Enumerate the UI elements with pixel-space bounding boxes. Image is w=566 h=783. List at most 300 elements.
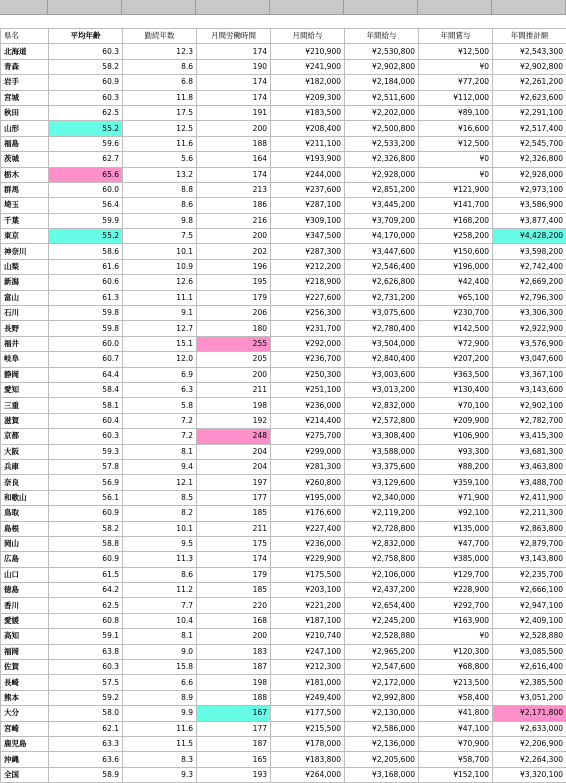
value-cell[interactable]: ¥2,928,000 xyxy=(493,167,566,182)
value-cell[interactable]: 62.1 xyxy=(49,721,123,736)
prefecture-cell[interactable]: 岐阜 xyxy=(1,352,49,367)
value-cell[interactable]: ¥16,600 xyxy=(419,121,493,136)
value-cell[interactable]: ¥183,500 xyxy=(271,105,345,120)
value-cell[interactable]: 56.9 xyxy=(49,475,123,490)
value-cell[interactable]: ¥2,902,100 xyxy=(493,398,566,413)
value-cell[interactable]: ¥183,800 xyxy=(271,752,345,767)
value-cell[interactable]: 174 xyxy=(197,552,271,567)
value-cell[interactable]: ¥168,200 xyxy=(419,213,493,228)
prefecture-cell[interactable]: 宮城 xyxy=(1,90,49,105)
value-cell[interactable]: ¥182,000 xyxy=(271,75,345,90)
value-cell[interactable]: ¥241,900 xyxy=(271,59,345,74)
prefecture-cell[interactable]: 京都 xyxy=(1,429,49,444)
value-cell[interactable]: ¥363,500 xyxy=(419,367,493,382)
value-cell[interactable]: ¥3,463,800 xyxy=(493,459,566,474)
value-cell[interactable]: 191 xyxy=(197,105,271,120)
prefecture-cell[interactable]: 滋賀 xyxy=(1,413,49,428)
value-cell[interactable]: ¥58,700 xyxy=(419,752,493,767)
value-cell[interactable]: ¥3,598,200 xyxy=(493,244,566,259)
value-cell[interactable]: 61.6 xyxy=(49,259,123,274)
prefecture-cell[interactable]: 青森 xyxy=(1,59,49,74)
value-cell[interactable]: ¥2,832,000 xyxy=(345,536,419,551)
header-cell[interactable]: 年間賞与 xyxy=(419,29,493,44)
value-cell[interactable]: 198 xyxy=(197,398,271,413)
value-cell[interactable]: ¥12,500 xyxy=(419,44,493,59)
value-cell[interactable]: ¥130,400 xyxy=(419,382,493,397)
value-cell[interactable]: 58.6 xyxy=(49,244,123,259)
value-cell[interactable]: 60.0 xyxy=(49,336,123,351)
value-cell[interactable]: 60.6 xyxy=(49,275,123,290)
value-cell[interactable]: ¥141,700 xyxy=(419,198,493,213)
value-cell[interactable]: 179 xyxy=(197,567,271,582)
value-cell[interactable]: 59.8 xyxy=(49,306,123,321)
value-cell[interactable]: ¥195,000 xyxy=(271,490,345,505)
value-cell[interactable]: 216 xyxy=(197,213,271,228)
value-cell[interactable]: 11.3 xyxy=(123,552,197,567)
value-cell[interactable]: ¥150,600 xyxy=(419,244,493,259)
value-cell[interactable]: 213 xyxy=(197,182,271,197)
value-cell[interactable]: 200 xyxy=(197,629,271,644)
value-cell[interactable]: ¥65,100 xyxy=(419,290,493,305)
value-cell[interactable]: 10.1 xyxy=(123,244,197,259)
prefecture-cell[interactable]: 北海道 xyxy=(1,44,49,59)
value-cell[interactable]: 6.8 xyxy=(123,75,197,90)
value-cell[interactable]: 12.3 xyxy=(123,44,197,59)
prefecture-cell[interactable]: 高知 xyxy=(1,629,49,644)
value-cell[interactable]: ¥4,170,000 xyxy=(345,229,419,244)
value-cell[interactable]: ¥347,500 xyxy=(271,229,345,244)
value-cell[interactable]: 12.7 xyxy=(123,321,197,336)
value-cell[interactable]: 60.9 xyxy=(49,506,123,521)
prefecture-cell[interactable]: 大分 xyxy=(1,706,49,721)
value-cell[interactable]: 9.5 xyxy=(123,536,197,551)
header-cell[interactable]: 勤続年数 xyxy=(123,29,197,44)
value-cell[interactable]: ¥3,308,400 xyxy=(345,429,419,444)
value-cell[interactable]: ¥2,437,200 xyxy=(345,583,419,598)
value-cell[interactable]: ¥2,326,800 xyxy=(493,152,566,167)
value-cell[interactable]: ¥3,375,600 xyxy=(345,459,419,474)
value-cell[interactable]: ¥2,840,400 xyxy=(345,352,419,367)
value-cell[interactable]: ¥359,100 xyxy=(419,475,493,490)
value-cell[interactable]: 193 xyxy=(197,767,271,782)
value-cell[interactable]: ¥0 xyxy=(419,59,493,74)
prefecture-cell[interactable]: 千葉 xyxy=(1,213,49,228)
prefecture-cell[interactable]: 茨城 xyxy=(1,152,49,167)
value-cell[interactable]: ¥2,171,800 xyxy=(493,706,566,721)
value-cell[interactable]: ¥163,900 xyxy=(419,613,493,628)
value-cell[interactable]: 6.3 xyxy=(123,382,197,397)
prefecture-cell[interactable]: 鹿児島 xyxy=(1,736,49,751)
value-cell[interactable]: 59.6 xyxy=(49,136,123,151)
value-cell[interactable]: 15.1 xyxy=(123,336,197,351)
value-cell[interactable]: 60.3 xyxy=(49,429,123,444)
value-cell[interactable]: ¥152,100 xyxy=(419,767,493,782)
value-cell[interactable]: ¥3,085,500 xyxy=(493,644,566,659)
value-cell[interactable]: 204 xyxy=(197,459,271,474)
value-cell[interactable]: ¥70,900 xyxy=(419,736,493,751)
value-cell[interactable]: ¥3,504,000 xyxy=(345,336,419,351)
header-cell[interactable]: 県名 xyxy=(1,29,49,44)
value-cell[interactable]: ¥120,300 xyxy=(419,644,493,659)
prefecture-cell[interactable]: 奈良 xyxy=(1,475,49,490)
prefecture-cell[interactable]: 静岡 xyxy=(1,367,49,382)
value-cell[interactable]: ¥2,796,300 xyxy=(493,290,566,305)
value-cell[interactable]: ¥236,000 xyxy=(271,536,345,551)
value-cell[interactable]: ¥209,900 xyxy=(419,413,493,428)
value-cell[interactable]: ¥196,000 xyxy=(419,259,493,274)
header-cell[interactable]: 年間給与 xyxy=(345,29,419,44)
value-cell[interactable]: 11.5 xyxy=(123,736,197,751)
value-cell[interactable]: ¥2,832,000 xyxy=(345,398,419,413)
prefecture-cell[interactable]: 佐賀 xyxy=(1,660,49,675)
value-cell[interactable]: 57.5 xyxy=(49,675,123,690)
value-cell[interactable]: 59.2 xyxy=(49,690,123,705)
value-cell[interactable]: ¥3,681,300 xyxy=(493,444,566,459)
value-cell[interactable]: 183 xyxy=(197,644,271,659)
value-cell[interactable]: ¥2,965,200 xyxy=(345,644,419,659)
value-cell[interactable]: 8.6 xyxy=(123,567,197,582)
value-cell[interactable]: ¥2,973,100 xyxy=(493,182,566,197)
value-cell[interactable]: ¥129,700 xyxy=(419,567,493,582)
value-cell[interactable]: 167 xyxy=(197,706,271,721)
prefecture-cell[interactable]: 熊本 xyxy=(1,690,49,705)
value-cell[interactable]: 55.2 xyxy=(49,121,123,136)
value-cell[interactable]: 5.8 xyxy=(123,398,197,413)
value-cell[interactable]: ¥292,000 xyxy=(271,336,345,351)
value-cell[interactable]: ¥258,200 xyxy=(419,229,493,244)
value-cell[interactable]: ¥2,245,200 xyxy=(345,613,419,628)
prefecture-cell[interactable]: 香川 xyxy=(1,598,49,613)
value-cell[interactable]: 185 xyxy=(197,583,271,598)
prefecture-cell[interactable]: 島根 xyxy=(1,521,49,536)
prefecture-cell[interactable]: 東京 xyxy=(1,229,49,244)
prefecture-cell[interactable]: 長野 xyxy=(1,321,49,336)
value-cell[interactable]: ¥207,200 xyxy=(419,352,493,367)
value-cell[interactable]: ¥2,511,600 xyxy=(345,90,419,105)
value-cell[interactable]: ¥0 xyxy=(419,152,493,167)
prefecture-cell[interactable]: 宮崎 xyxy=(1,721,49,736)
value-cell[interactable]: ¥2,205,600 xyxy=(345,752,419,767)
value-cell[interactable]: 11.2 xyxy=(123,583,197,598)
value-cell[interactable]: ¥2,545,700 xyxy=(493,136,566,151)
value-cell[interactable]: 8.2 xyxy=(123,506,197,521)
value-cell[interactable]: ¥177,500 xyxy=(271,706,345,721)
value-cell[interactable]: ¥287,300 xyxy=(271,244,345,259)
value-cell[interactable]: 60.3 xyxy=(49,660,123,675)
value-cell[interactable]: 185 xyxy=(197,506,271,521)
value-cell[interactable]: 55.2 xyxy=(49,229,123,244)
value-cell[interactable]: ¥3,129,600 xyxy=(345,475,419,490)
value-cell[interactable]: 62.5 xyxy=(49,105,123,120)
value-cell[interactable]: 58.8 xyxy=(49,536,123,551)
value-cell[interactable]: 11.6 xyxy=(123,721,197,736)
value-cell[interactable]: 205 xyxy=(197,352,271,367)
value-cell[interactable]: ¥3,415,300 xyxy=(493,429,566,444)
value-cell[interactable]: 255 xyxy=(197,336,271,351)
value-cell[interactable]: ¥0 xyxy=(419,629,493,644)
prefecture-cell[interactable]: 鳥取 xyxy=(1,506,49,521)
value-cell[interactable]: 7.2 xyxy=(123,413,197,428)
value-cell[interactable]: ¥2,902,800 xyxy=(345,59,419,74)
value-cell[interactable]: ¥2,543,300 xyxy=(493,44,566,59)
value-cell[interactable]: ¥142,500 xyxy=(419,321,493,336)
prefecture-cell[interactable]: 愛媛 xyxy=(1,613,49,628)
value-cell[interactable]: 10.4 xyxy=(123,613,197,628)
value-cell[interactable]: 200 xyxy=(197,367,271,382)
value-cell[interactable]: ¥251,100 xyxy=(271,382,345,397)
value-cell[interactable]: ¥3,709,200 xyxy=(345,213,419,228)
value-cell[interactable]: 58.2 xyxy=(49,521,123,536)
value-cell[interactable]: ¥2,742,400 xyxy=(493,259,566,274)
value-cell[interactable]: 60.3 xyxy=(49,44,123,59)
value-cell[interactable]: ¥2,172,000 xyxy=(345,675,419,690)
header-cell[interactable]: 年間推計額 xyxy=(493,29,566,44)
prefecture-cell[interactable]: 和歌山 xyxy=(1,490,49,505)
value-cell[interactable]: ¥72,900 xyxy=(419,336,493,351)
value-cell[interactable]: 58.2 xyxy=(49,59,123,74)
value-cell[interactable]: ¥2,626,800 xyxy=(345,275,419,290)
value-cell[interactable]: ¥236,000 xyxy=(271,398,345,413)
value-cell[interactable]: 204 xyxy=(197,444,271,459)
value-cell[interactable]: 168 xyxy=(197,613,271,628)
value-cell[interactable]: 58.1 xyxy=(49,398,123,413)
value-cell[interactable]: 60.3 xyxy=(49,90,123,105)
value-cell[interactable]: ¥181,000 xyxy=(271,675,345,690)
value-cell[interactable]: ¥2,782,700 xyxy=(493,413,566,428)
value-cell[interactable]: 197 xyxy=(197,475,271,490)
value-cell[interactable]: ¥2,546,400 xyxy=(345,259,419,274)
value-cell[interactable]: ¥2,863,800 xyxy=(493,521,566,536)
value-cell[interactable]: ¥176,600 xyxy=(271,506,345,521)
prefecture-cell[interactable]: 沖縄 xyxy=(1,752,49,767)
value-cell[interactable]: ¥71,900 xyxy=(419,490,493,505)
value-cell[interactable]: 9.4 xyxy=(123,459,197,474)
value-cell[interactable]: 187 xyxy=(197,736,271,751)
prefecture-cell[interactable]: 神奈川 xyxy=(1,244,49,259)
value-cell[interactable]: 175 xyxy=(197,536,271,551)
value-cell[interactable]: 174 xyxy=(197,44,271,59)
value-cell[interactable]: ¥2,528,880 xyxy=(345,629,419,644)
value-cell[interactable]: 10.9 xyxy=(123,259,197,274)
value-cell[interactable]: ¥249,400 xyxy=(271,690,345,705)
prefecture-cell[interactable]: 徳島 xyxy=(1,583,49,598)
value-cell[interactable]: 11.1 xyxy=(123,290,197,305)
value-cell[interactable]: 198 xyxy=(197,675,271,690)
value-cell[interactable]: 8.6 xyxy=(123,59,197,74)
value-cell[interactable]: 165 xyxy=(197,752,271,767)
value-cell[interactable]: 13.2 xyxy=(123,167,197,182)
value-cell[interactable]: 58.9 xyxy=(49,767,123,782)
value-cell[interactable]: ¥3,320,100 xyxy=(493,767,566,782)
value-cell[interactable]: 8.5 xyxy=(123,490,197,505)
value-cell[interactable]: ¥218,900 xyxy=(271,275,345,290)
value-cell[interactable]: ¥3,075,600 xyxy=(345,306,419,321)
value-cell[interactable]: ¥3,586,900 xyxy=(493,198,566,213)
value-cell[interactable]: ¥3,003,600 xyxy=(345,367,419,382)
value-cell[interactable]: 187 xyxy=(197,660,271,675)
value-cell[interactable]: ¥2,623,600 xyxy=(493,90,566,105)
value-cell[interactable]: ¥2,326,800 xyxy=(345,152,419,167)
value-cell[interactable]: ¥2,758,800 xyxy=(345,552,419,567)
value-cell[interactable]: ¥2,928,000 xyxy=(345,167,419,182)
value-cell[interactable]: ¥193,900 xyxy=(271,152,345,167)
prefecture-cell[interactable]: 岩手 xyxy=(1,75,49,90)
header-cell[interactable]: 月間労働時間 xyxy=(197,29,271,44)
value-cell[interactable]: ¥2,264,300 xyxy=(493,752,566,767)
value-cell[interactable]: ¥2,902,800 xyxy=(493,59,566,74)
prefecture-cell[interactable]: 山形 xyxy=(1,121,49,136)
value-cell[interactable]: 220 xyxy=(197,598,271,613)
value-cell[interactable]: ¥227,400 xyxy=(271,521,345,536)
prefecture-cell[interactable]: 三重 xyxy=(1,398,49,413)
value-cell[interactable]: 202 xyxy=(197,244,271,259)
value-cell[interactable]: ¥2,572,800 xyxy=(345,413,419,428)
prefecture-cell[interactable]: 栃木 xyxy=(1,167,49,182)
value-cell[interactable]: ¥260,800 xyxy=(271,475,345,490)
value-cell[interactable]: ¥2,992,800 xyxy=(345,690,419,705)
value-cell[interactable]: ¥42,400 xyxy=(419,275,493,290)
value-cell[interactable]: ¥41,800 xyxy=(419,706,493,721)
value-cell[interactable]: ¥3,588,000 xyxy=(345,444,419,459)
value-cell[interactable]: ¥2,130,000 xyxy=(345,706,419,721)
value-cell[interactable]: ¥58,400 xyxy=(419,690,493,705)
value-cell[interactable]: 64.2 xyxy=(49,583,123,598)
value-cell[interactable]: 8.1 xyxy=(123,444,197,459)
value-cell[interactable]: 9.8 xyxy=(123,213,197,228)
value-cell[interactable]: 60.0 xyxy=(49,182,123,197)
value-cell[interactable]: 62.7 xyxy=(49,152,123,167)
value-cell[interactable]: 60.8 xyxy=(49,613,123,628)
value-cell[interactable]: ¥264,000 xyxy=(271,767,345,782)
prefecture-cell[interactable]: 石川 xyxy=(1,306,49,321)
value-cell[interactable]: 192 xyxy=(197,413,271,428)
value-cell[interactable]: ¥2,206,900 xyxy=(493,736,566,751)
value-cell[interactable]: ¥2,616,400 xyxy=(493,660,566,675)
value-cell[interactable]: ¥3,488,700 xyxy=(493,475,566,490)
prefecture-cell[interactable]: 山梨 xyxy=(1,259,49,274)
value-cell[interactable]: 5.6 xyxy=(123,152,197,167)
value-cell[interactable]: 65.6 xyxy=(49,167,123,182)
value-cell[interactable]: ¥213,500 xyxy=(419,675,493,690)
value-cell[interactable]: ¥2,291,100 xyxy=(493,105,566,120)
value-cell[interactable]: ¥2,586,000 xyxy=(345,721,419,736)
value-cell[interactable]: ¥3,013,200 xyxy=(345,382,419,397)
value-cell[interactable]: 8.1 xyxy=(123,629,197,644)
prefecture-cell[interactable]: 兵庫 xyxy=(1,459,49,474)
value-cell[interactable]: 63.8 xyxy=(49,644,123,659)
value-cell[interactable]: ¥3,447,600 xyxy=(345,244,419,259)
value-cell[interactable]: ¥221,200 xyxy=(271,598,345,613)
value-cell[interactable]: 174 xyxy=(197,75,271,90)
prefecture-cell[interactable]: 福井 xyxy=(1,336,49,351)
value-cell[interactable]: 6.6 xyxy=(123,675,197,690)
value-cell[interactable]: ¥292,700 xyxy=(419,598,493,613)
value-cell[interactable]: ¥231,700 xyxy=(271,321,345,336)
value-cell[interactable]: ¥275,700 xyxy=(271,429,345,444)
value-cell[interactable]: 15.8 xyxy=(123,660,197,675)
value-cell[interactable]: 12.5 xyxy=(123,121,197,136)
value-cell[interactable]: ¥212,300 xyxy=(271,660,345,675)
value-cell[interactable]: ¥3,143,800 xyxy=(493,552,566,567)
value-cell[interactable]: ¥2,528,880 xyxy=(493,629,566,644)
value-cell[interactable]: 188 xyxy=(197,690,271,705)
value-cell[interactable]: 196 xyxy=(197,259,271,274)
value-cell[interactable]: 177 xyxy=(197,721,271,736)
value-cell[interactable]: 9.9 xyxy=(123,706,197,721)
value-cell[interactable]: 177 xyxy=(197,490,271,505)
value-cell[interactable]: ¥214,400 xyxy=(271,413,345,428)
value-cell[interactable]: ¥2,780,400 xyxy=(345,321,419,336)
value-cell[interactable]: 8.8 xyxy=(123,182,197,197)
value-cell[interactable]: ¥2,202,000 xyxy=(345,105,419,120)
value-cell[interactable]: 9.1 xyxy=(123,306,197,321)
value-cell[interactable]: ¥3,143,600 xyxy=(493,382,566,397)
value-cell[interactable]: ¥70,100 xyxy=(419,398,493,413)
value-cell[interactable]: ¥250,300 xyxy=(271,367,345,382)
prefecture-cell[interactable]: 群馬 xyxy=(1,182,49,197)
value-cell[interactable]: ¥2,851,200 xyxy=(345,182,419,197)
value-cell[interactable]: 7.2 xyxy=(123,429,197,444)
prefecture-cell[interactable]: 全国 xyxy=(1,767,49,782)
value-cell[interactable]: ¥2,654,400 xyxy=(345,598,419,613)
value-cell[interactable]: ¥3,445,200 xyxy=(345,198,419,213)
value-cell[interactable]: 56.4 xyxy=(49,198,123,213)
value-cell[interactable]: ¥2,136,000 xyxy=(345,736,419,751)
value-cell[interactable]: ¥2,669,200 xyxy=(493,275,566,290)
value-cell[interactable]: 180 xyxy=(197,321,271,336)
value-cell[interactable]: ¥230,700 xyxy=(419,306,493,321)
value-cell[interactable]: ¥12,500 xyxy=(419,136,493,151)
value-cell[interactable]: ¥203,100 xyxy=(271,583,345,598)
value-cell[interactable]: ¥77,200 xyxy=(419,75,493,90)
prefecture-cell[interactable]: 広島 xyxy=(1,552,49,567)
prefecture-cell[interactable]: 長崎 xyxy=(1,675,49,690)
value-cell[interactable]: 6.9 xyxy=(123,367,197,382)
value-cell[interactable]: 188 xyxy=(197,136,271,151)
value-cell[interactable]: 59.1 xyxy=(49,629,123,644)
value-cell[interactable]: ¥2,500,800 xyxy=(345,121,419,136)
value-cell[interactable]: ¥2,106,000 xyxy=(345,567,419,582)
value-cell[interactable]: 12.1 xyxy=(123,475,197,490)
value-cell[interactable]: 58.4 xyxy=(49,382,123,397)
value-cell[interactable]: ¥2,731,200 xyxy=(345,290,419,305)
value-cell[interactable]: ¥3,576,900 xyxy=(493,336,566,351)
value-cell[interactable]: ¥244,000 xyxy=(271,167,345,182)
value-cell[interactable]: ¥2,235,700 xyxy=(493,567,566,582)
value-cell[interactable]: ¥2,411,900 xyxy=(493,490,566,505)
value-cell[interactable]: 60.7 xyxy=(49,352,123,367)
value-cell[interactable]: ¥212,200 xyxy=(271,259,345,274)
value-cell[interactable]: 7.7 xyxy=(123,598,197,613)
value-cell[interactable]: ¥3,877,400 xyxy=(493,213,566,228)
value-cell[interactable]: ¥236,700 xyxy=(271,352,345,367)
value-cell[interactable]: ¥3,051,200 xyxy=(493,690,566,705)
value-cell[interactable]: 174 xyxy=(197,167,271,182)
value-cell[interactable]: 12.6 xyxy=(123,275,197,290)
value-cell[interactable]: 60.9 xyxy=(49,552,123,567)
value-cell[interactable]: 211 xyxy=(197,521,271,536)
value-cell[interactable]: 63.3 xyxy=(49,736,123,751)
value-cell[interactable]: ¥3,047,600 xyxy=(493,352,566,367)
value-cell[interactable]: ¥3,168,000 xyxy=(345,767,419,782)
value-cell[interactable]: ¥211,100 xyxy=(271,136,345,151)
value-cell[interactable]: 164 xyxy=(197,152,271,167)
value-cell[interactable]: ¥2,547,600 xyxy=(345,660,419,675)
value-cell[interactable]: ¥121,900 xyxy=(419,182,493,197)
value-cell[interactable]: 61.3 xyxy=(49,290,123,305)
prefecture-cell[interactable]: 岡山 xyxy=(1,536,49,551)
value-cell[interactable]: 8.6 xyxy=(123,198,197,213)
